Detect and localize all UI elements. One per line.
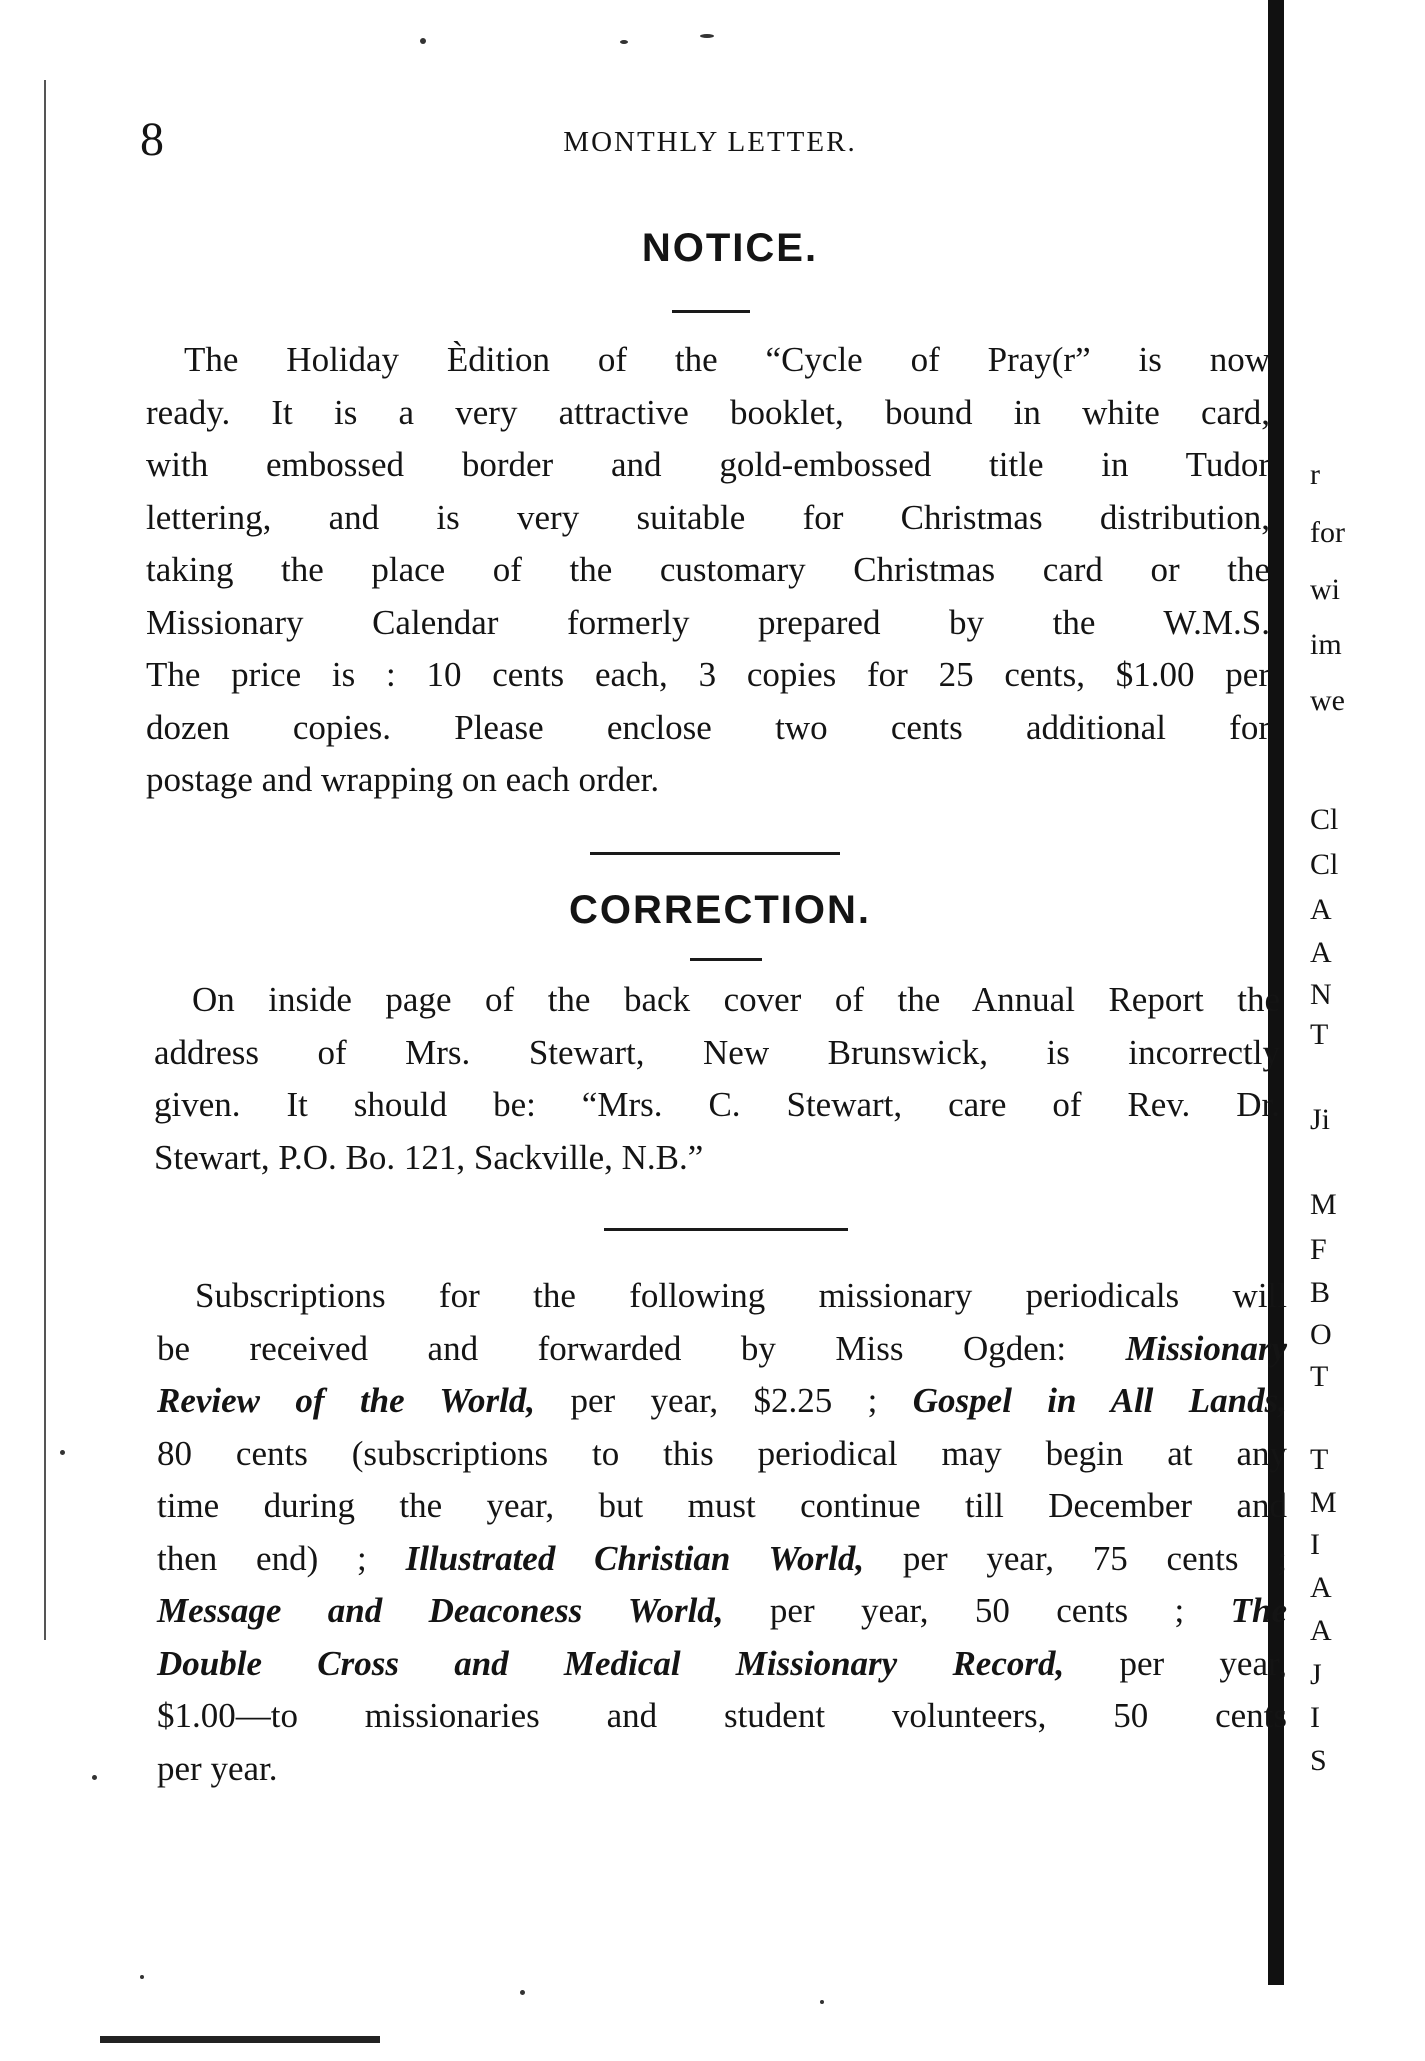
margin-fragment: A	[1310, 1571, 1332, 1604]
paragraph-line	[157, 1480, 1287, 1533]
running-head	[140, 112, 1260, 172]
paragraph-line	[157, 1585, 1287, 1638]
scan-speck	[620, 40, 628, 44]
paragraph-line	[157, 1533, 1287, 1586]
paragraph-line: with embossed border and gold-embossed title in Tudor	[146, 445, 1270, 484]
margin-fragment: I	[1310, 1701, 1320, 1734]
periodical-title: Review of the World,	[157, 1381, 536, 1420]
paragraph-line: The Holiday Èdition of the “Cycle of Pray(r” is now	[184, 340, 1270, 379]
paragraph-line	[157, 1375, 1287, 1428]
paragraph-line: Stewart, P.O. Bo. 121, Sackville, N.B.”	[154, 1137, 704, 1177]
margin-fragment: S	[1310, 1744, 1327, 1777]
margin-fragment: T	[1310, 1018, 1329, 1051]
periodical-title: Message and Deaconess World,	[157, 1591, 724, 1630]
line-text: per year, 75 cents ;	[864, 1538, 1287, 1578]
paragraph-line: given. It should be: “Mrs. C. Stewart, care of Rev. Dr.	[154, 1085, 1280, 1124]
periodical-title: The	[1230, 1591, 1287, 1630]
scan-speck	[92, 1775, 97, 1780]
line-text: per year.	[157, 1748, 278, 1788]
paragraph-line: address of Mrs. Stewart, New Brunswick, is incorrectly	[154, 1032, 1280, 1072]
facing-page-fragments	[1310, 0, 1400, 2061]
paragraph-line: The price is : 10 cents each, 3 copies for 25 cents, $1.00 per	[146, 655, 1270, 694]
paragraph-line: On inside page of the back cover of the Annual Report the	[192, 980, 1280, 1019]
paragraph-line: Missionary Calendar formerly prepared by the W.M.S.	[146, 602, 1270, 642]
line-text: per year, 50 cents ;	[723, 1591, 1231, 1630]
scan-speck	[140, 1975, 144, 1979]
margin-fragment: T	[1310, 1360, 1329, 1393]
margin-fragment: Cl	[1310, 848, 1339, 881]
margin-fragment: A	[1310, 893, 1332, 926]
line-text: per year, $2.25 ;	[535, 1381, 913, 1420]
line-text: 80 cents (subscriptions to this periodical may begin at any	[157, 1433, 1287, 1473]
margin-fragment: im	[1310, 628, 1342, 661]
line-text: per year,	[1064, 1643, 1287, 1683]
binding-edge	[44, 80, 46, 1640]
paragraph-line: dozen copies. Please enclose two cents additional for	[146, 707, 1270, 747]
margin-fragment: A	[1310, 1614, 1332, 1647]
periodical-title: Gospel in All Lands,	[912, 1381, 1287, 1420]
scan-speck	[420, 38, 426, 44]
notice-heading-rule	[672, 310, 750, 313]
paragraph-line: postage and wrapping on each order.	[146, 760, 660, 799]
periodical-title: Missionary	[1125, 1328, 1287, 1368]
margin-fragment: r	[1310, 458, 1320, 491]
margin-fragment: wi	[1310, 573, 1340, 606]
correction-heading: CORRECTION.	[569, 888, 871, 932]
scan-speck	[60, 1450, 65, 1455]
line-text: time during the year, but must continue till December and	[157, 1486, 1287, 1525]
notice-heading: NOTICE.	[641, 226, 819, 270]
margin-fragment: F	[1310, 1233, 1327, 1266]
periodical-title: Illustrated Christian World,	[405, 1538, 865, 1578]
bottom-scan-rule	[100, 2036, 380, 2043]
section-divider	[590, 852, 840, 855]
paragraph-line: taking the place of the customary Christmas card or the	[146, 550, 1270, 589]
line-text: be received and forwarded by Miss Ogden:	[157, 1328, 1126, 1368]
scan-speck	[520, 1990, 525, 1995]
subscriptions-paragraph	[157, 1270, 1287, 1795]
paragraph-line	[157, 1428, 1287, 1481]
margin-fragment: B	[1310, 1276, 1331, 1309]
paragraph-line: lettering, and is very suitable for Christmas distribution,	[146, 497, 1270, 537]
paragraph-line	[157, 1638, 1287, 1691]
paragraph-line	[157, 1690, 1287, 1743]
line-text: $1.00—to missionaries and student volunteers, 50 cents	[157, 1696, 1287, 1735]
paragraph-line: ready. It is a very attractive booklet, bound in white card,	[146, 392, 1270, 432]
margin-fragment: A	[1310, 936, 1332, 969]
running-title: MONTHLY LETTER.	[563, 126, 857, 158]
margin-fragment: Cl	[1310, 803, 1339, 836]
periodical-title: Double Cross and Medical Missionary Record,	[157, 1643, 1065, 1683]
paragraph-line	[157, 1743, 1287, 1796]
paragraph-line	[157, 1270, 1287, 1323]
scan-speck	[820, 2000, 824, 2004]
scan-speck	[700, 34, 714, 38]
margin-fragment: for	[1310, 516, 1345, 549]
section-divider	[604, 1228, 848, 1231]
margin-fragment: O	[1310, 1318, 1332, 1351]
line-text: then end) ;	[157, 1538, 406, 1578]
correction-paragraph	[154, 974, 1280, 1184]
correction-heading-rule	[690, 958, 762, 961]
page-number: 8	[140, 113, 164, 166]
margin-fragment: N	[1310, 978, 1332, 1011]
margin-fragment: T	[1310, 1443, 1329, 1476]
margin-fragment: M	[1310, 1486, 1337, 1519]
line-text: Subscriptions for the following missionary periodicals will	[195, 1276, 1287, 1315]
margin-fragment: J	[1310, 1658, 1322, 1691]
margin-fragment: I	[1310, 1528, 1320, 1561]
notice-paragraph	[146, 334, 1270, 807]
margin-fragment: Ji	[1310, 1103, 1331, 1136]
paragraph-line	[157, 1323, 1287, 1376]
margin-fragment: we	[1310, 684, 1345, 717]
margin-fragment: M	[1310, 1188, 1337, 1221]
